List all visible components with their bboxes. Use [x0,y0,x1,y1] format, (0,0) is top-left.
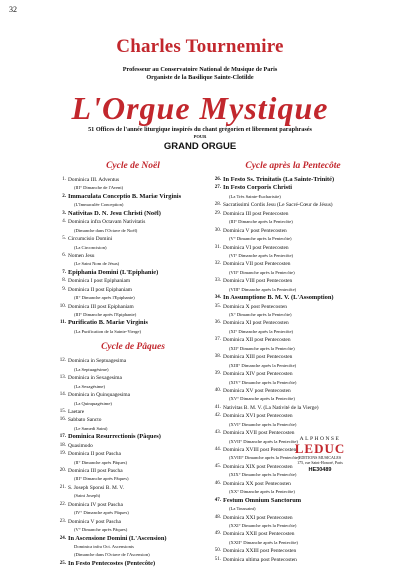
item-number: 11. [60,320,66,326]
item-title: Dominica II post Pascha [68,451,121,458]
item-title: (Dimanche dans l'Octave de Noël) [74,227,138,233]
item-number: 17. [59,434,66,440]
item-title: Dominica VI post Pentecosten [223,244,289,251]
list-item [68,311,198,319]
item-number: 47. [214,497,221,503]
list-item [214,176,363,184]
list-item [223,345,363,353]
item-title: Dominica in Septuagesima [68,358,127,365]
item-number: 22. [59,501,66,507]
work-title: L'Orgue Mystique [71,90,329,126]
list-item [59,534,198,543]
item-title: Nativitas D. N. Jesu Christi (Noël) [68,209,161,217]
item-title: Sabbato Sancto [68,417,102,424]
list-item [59,442,198,450]
list-item [214,210,363,218]
item-title: Dominica XIX post Pentecosten [223,463,293,470]
item-title: (Le Samedi Saint) [74,425,108,431]
section-heading-paques: Cycle de Pâques [101,342,165,353]
item-title: Nomen Jesu [68,252,95,259]
item-title: (Dimanche dans l'Octave de l'Ascension) [74,552,150,558]
item-title: Dominica XII post Pentecosten [223,337,291,344]
item-title: (XV° Dimanche après la Pentecôte) [229,396,295,402]
page-number: 32 [9,5,17,14]
list-item [59,303,198,311]
list-item [68,459,198,467]
list-item [59,357,198,365]
list-item [68,543,198,551]
list-item [68,383,198,391]
item-title: Dominica in Quinquagesima [68,392,130,399]
list-item [223,539,363,547]
item-number: 31. [214,244,221,250]
item-title: Dominica ultima post Pentecosten [223,556,297,563]
list-item [214,277,363,285]
list-item [223,218,363,226]
section-heading-pentecote: Cycle après la Pentecôte [245,161,341,171]
item-title: Dominica infra Oct. Ascensionis [74,543,134,549]
list-item [223,379,363,387]
item-title: (V° Dimanche après la Pentecôte) [229,236,292,242]
item-number: 21. [59,484,66,490]
item-number: 49. [214,531,221,537]
list-item [223,505,363,513]
item-title: In Assumptione B. M. V. (L'Assomption) [223,294,334,302]
list-item [62,235,198,243]
item-number: 43. [214,430,221,436]
list-item [214,336,363,344]
item-title: Dominica III. Adventus [68,177,120,183]
list-item [59,467,198,475]
item-title: (La Sexagésime) [74,383,105,389]
item-title: (XVIII° Dimanche après la Pentecôte) [229,455,300,461]
item-title: (XVI° Dimanche après la Pentecôte) [229,421,297,427]
item-title: Dominica V post Pascha [68,518,121,525]
item-title: (XIV° Dimanche après la Pentecôte) [229,379,297,385]
list-item [68,294,198,302]
list-item [68,492,198,500]
list-item [62,218,198,226]
item-title: Dominica XV post Pentecosten [223,387,291,394]
list-item [214,404,363,412]
item-number: 38. [214,354,221,360]
description: 51 Offices de l'année liturgique inspirés du chant grégorien et librement paraphrasés [88,126,312,133]
list-item [214,556,363,564]
item-number: 36. [214,320,221,326]
item-title: (La Circoncision) [74,244,107,250]
item-title: (L'Immaculée Conception) [74,202,124,208]
item-title: (Saint Joseph) [74,493,101,499]
publisher-logo [279,436,361,473]
list-item [214,227,363,235]
item-title: (XX° Dimanche après la Pentecôte) [229,489,295,495]
list-item [223,488,363,496]
item-number: 34. [214,295,221,301]
list-item [223,269,363,277]
list-item [60,319,198,327]
item-title: Dominica XXIII post Pentecosten [223,548,297,555]
item-title: (XVII° Dimanche après la Pentecôte) [229,438,298,444]
list-item [214,244,363,252]
item-number: 13. [59,375,66,381]
list-item [214,412,363,420]
item-title: Dominica in Sexagesima [68,375,122,382]
item-number: 41. [214,404,221,410]
list-item [223,395,363,403]
publisher-brand: ALPHONSE [299,436,341,442]
item-title: (La Quinquagésime) [74,400,112,406]
item-number: 32. [214,261,221,267]
publisher-name: LEDUC [294,441,346,456]
item-title: Festum Omnium Sanctorum [223,496,302,504]
item-title: Dominica Resurrectionis (Pâques) [68,433,161,441]
item-number: 26. [214,177,221,182]
item-number: 23. [59,518,66,524]
item-title: (XIII° Dimanche après la Pentecôte) [229,362,297,368]
item-number: 9. [62,286,66,292]
item-title: Purificatio B. Mariæ Virginis [68,319,148,327]
item-title: In Ascensione Domini (L'Ascension) [68,534,167,542]
list-item [214,260,363,268]
item-title: Epiphania Domini (L'Epiphanie) [68,268,159,276]
item-number: 3. [62,210,66,216]
item-number: 5. [62,236,66,242]
item-title: (V° Dimanche après Pâques) [74,527,128,533]
list-item [68,184,198,192]
item-title: (La Septuagésime) [74,366,109,372]
item-title: Dominica XVIII post Pentecosten [223,447,297,453]
list-item [214,480,363,488]
item-title: (XIX° Dimanche après la Pentecôte) [229,472,297,478]
item-title: (III° Dimanche après la Pentecôte) [229,219,293,225]
item-title: Quasimodo [68,442,93,449]
item-title: In Festo Ss. Trinitatis (La Sainte-Trinité) [223,176,335,183]
right-column [214,160,363,564]
item-number: 51. [214,556,221,562]
item-number: 28. [214,202,221,208]
item-number: 27. [214,185,221,191]
item-number: 42. [214,413,221,419]
pour-label: POUR [193,134,207,139]
item-title: (X° Dimanche après la Pentecôte) [229,312,292,317]
item-number: 46. [214,480,221,486]
list-item [62,277,198,285]
item-title: (XII° Dimanche après la Pentecôte) [229,345,295,351]
item-title: Dominica XIII post Pentecosten [223,354,293,361]
composer-name: Charles Tournemire [116,36,284,57]
item-title: Dominica XVI post Pentecosten [223,413,293,420]
item-title: (La Toussaint) [229,506,256,512]
item-title: Dominica XVII post Pentecosten [223,430,295,437]
list-item [59,518,198,526]
list-item [223,421,363,429]
list-item [68,509,198,517]
item-number: 4. [62,219,66,225]
item-title: (III° Dimanche après l'Epiphanie) [74,312,137,317]
item-title: Immaculata Conceptio B. Mariæ Virginis [68,192,182,200]
item-title: Dominica infra Octavam Nativitatis [68,219,146,226]
item-title: Dominica III post Pentecosten [223,210,289,217]
list-item [214,530,363,538]
item-title: (XXI° Dimanche après la Pentecôte) [229,522,297,528]
item-number: 1. [62,177,66,182]
list-item [59,484,198,492]
list-item [62,286,198,294]
item-title: Dominica VIII post Pentecosten [223,278,293,285]
item-number: 30. [214,227,221,233]
item-title: Dominica XI post Pentecosten [223,320,289,327]
item-number: 6. [62,252,66,258]
item-number: 20. [59,468,66,473]
item-title: Laetare [68,408,85,415]
item-title: Dominica III post Pascha [68,468,123,474]
item-title: (VIII° Dimanche après la Pentecôte) [229,286,297,292]
item-number: 15. [59,408,66,414]
list-item [68,244,198,252]
item-title: Dominica XIV post Pentecosten [223,371,293,378]
list-item [214,547,363,555]
instrument-label: GRAND ORGUE [163,141,237,152]
item-title: Sacratissimi Cordis Jesu (Le Sacré-Cœur de Jésus) [223,202,333,209]
list-item [214,387,363,395]
item-number: 12. [59,358,66,364]
left-column [59,160,198,568]
item-title: Dominica X post Pentecosten [223,303,287,310]
item-number: 44. [214,447,221,452]
list-item [223,362,363,370]
list-item [68,551,198,559]
publisher-line-1: EDITIONS MUSICALES [298,455,342,460]
list-item [68,366,198,374]
list-item [62,268,198,277]
list-item [59,391,198,399]
list-item [59,416,198,424]
item-number: 10. [59,303,66,309]
list-paques [59,357,198,568]
item-number: 19. [59,451,66,457]
item-number: 40. [214,387,221,393]
item-number: 45. [214,463,221,469]
item-number: 50. [214,548,221,554]
list-item [223,252,363,260]
list-item [214,184,363,192]
item-title: (III° Dimanche de l'Avent) [74,185,124,191]
item-title: (IV° Dimanche après Pâques) [74,510,129,516]
publisher-code: HE30489 [308,467,332,473]
item-title: Dominica XXI post Pentecosten [223,514,293,521]
item-title: (XXII° Dimanche après la Pentecôte) [229,539,298,545]
item-title: (VI° Dimanche après la Pentecôte) [229,252,294,258]
list-item [68,400,198,408]
list-item [68,201,198,209]
publisher-line-2: 175, rue Saint-Honoré, Paris [297,460,343,465]
list-item [214,201,363,209]
item-number: 24. [59,535,66,541]
list-item [59,450,198,458]
item-number: 18. [59,442,66,448]
item-title: (La Très Sainte-Eucharistie) [229,193,281,199]
list-item [214,514,363,522]
item-title: S. Joseph Sponsi B. M. V. [68,484,124,491]
item-title: Dominica III post Epiphaniam [68,303,134,310]
list-item [59,433,198,441]
subtitle-line-1: Professeur au Conservatoire National de Musique de Paris [122,66,278,73]
item-title: Circumcisio Domini [68,236,113,243]
item-title: Dominica IV post Pascha [68,501,123,508]
item-number: 14. [59,392,66,398]
list-item [68,475,198,483]
list-item [214,370,363,378]
list-item [68,260,198,268]
list-item [59,408,198,416]
item-number: 48. [214,514,221,520]
list-item [68,526,198,534]
item-number: 16. [59,417,66,423]
list-item [223,193,363,201]
item-title: (II° Dimanche après Pâques) [74,459,127,465]
item-title: Dominica V post Pentecosten [223,227,287,234]
item-title: (La Purification de la Sainte-Vierge) [74,328,141,334]
item-number: 39. [214,371,221,377]
item-title: (VII° Dimanche après la Pentecôte) [229,269,295,275]
list-item [68,328,198,336]
item-title: (XI° Dimanche après la Pentecôte) [229,328,294,334]
list-pentecote [214,176,363,564]
subtitle-line-2: Organiste de la Basilique Sainte-Clotilde [146,74,254,81]
list-item [214,496,363,505]
list-item [62,252,198,260]
list-item [214,319,363,327]
list-item [62,176,198,184]
list-item [62,192,198,201]
list-item [223,522,363,530]
item-number: 2. [62,193,66,199]
list-item [223,235,363,243]
item-title: In Festo Corporis Christi [223,184,293,192]
list-item [68,227,198,235]
list-item [59,501,198,509]
item-title: Dominica II post Epiphaniam [68,286,132,293]
list-item [214,294,363,302]
item-title: (III° Dimanche après Pâques) [74,476,129,482]
item-title: Dominica VII post Pentecosten [223,261,291,268]
list-item [223,311,363,319]
item-title: In Festo Pentecostes (Pentecôte) [68,559,156,567]
item-number: 7. [62,269,66,275]
item-number: 8. [62,278,66,284]
list-item [59,374,198,382]
list-noel [59,176,198,336]
list-item [214,353,363,361]
item-number: 35. [214,303,221,309]
item-title: (Le Saint Nom de Jésus) [74,261,120,267]
item-title: Dominica XXII post Pentecosten [223,531,295,538]
section-heading-noel: Cycle de Noël [106,161,160,171]
item-title: Nativitas B. M. V. (La Nativité de la Vierge) [223,404,319,411]
list-item [68,425,198,433]
item-number: 29. [214,210,221,216]
list-item [59,559,198,568]
item-number: 33. [214,278,221,284]
item-number: 25. [59,560,66,566]
item-number: 37. [214,337,221,343]
list-item [214,303,363,311]
item-title: Dominica XX post Pentecosten [223,480,291,487]
list-item [223,286,363,294]
item-title: Dominica I post Epiphaniam [68,278,131,285]
list-item [223,328,363,336]
list-item [62,209,198,218]
item-title: (II° Dimanche après l'Epiphanie) [74,295,135,301]
